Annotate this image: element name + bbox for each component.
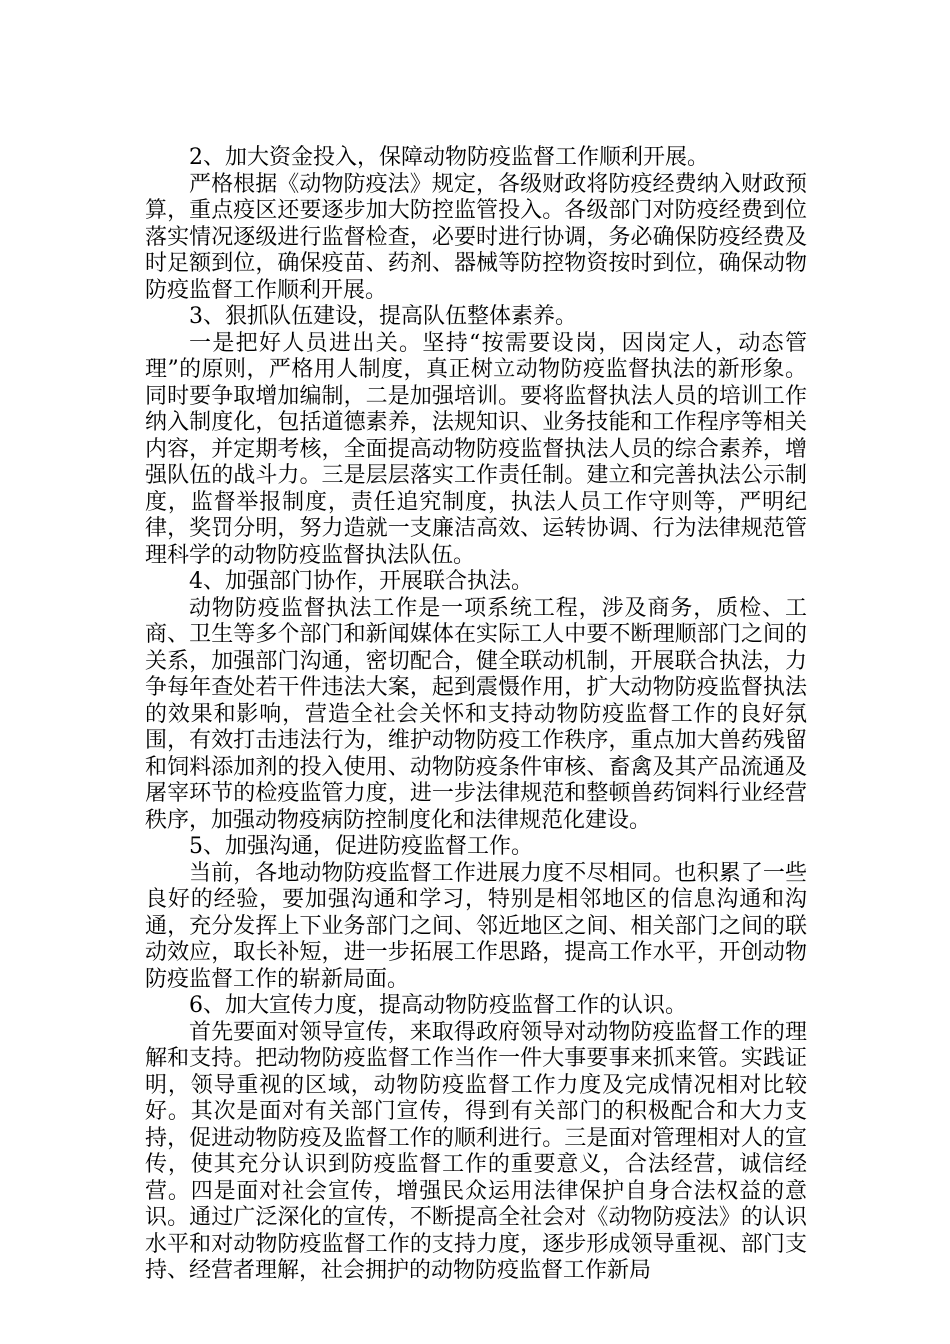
paragraph-team-building: 一是把好人员进出关。坚持“按需要设岗，因岗定人，动态管理”的原则，严格用人制度，真正树立动物防疫监督执法的新形象。同时要争取增加编制，二是加强培训。要将监督执法人员的培训工作纳入制度化，包括道德素养，法规知识、业务技能和工作程序等相关内容，并定期考核，全面提高动物防疫监督执法人员的综合素养，增强队伍的战斗力。三是层层落实工作责任制。建立和完善执法公示制度，监督举报制度，责任追究制度，执法人员工作守则等，严明纪律，奖罚分明，努力造就一支廉洁高效、运转协调、行为法律规范管理科学的动物防疫监督执法队伍。 <box>145 330 807 568</box>
section-heading-team-building: 3、狠抓队伍建设，提高队伍整体素养。 <box>189 304 577 329</box>
section-heading-publicity: 6、加大宣传力度，提高动物防疫监督工作的认识。 <box>189 993 687 1018</box>
paragraph-funding: 严格根据《动物防疫法》规定，各级财政将防疫经费纳入财政预算，重点疫区还要逐步加大防控监管投入。各级部门对防疫经费到位落实情况逐级进行监督检查，必要时进行协调，务必确保防疫经费及时足额到位，确保疫苗、药剂、器械等防控物资按时到位，确保动物防疫监督工作顺利开展。 <box>145 171 807 303</box>
section-heading-communication: 5、加强沟通，促进防疫监督工作。 <box>189 834 533 859</box>
paragraph-publicity: 首先要面对领导宣传，来取得政府领导对动物防疫监督工作的理解和支持。把动物防疫监督工作当作一件大事要事来抓来管。实践证明，领导重视的区域，动物防疫监督工作力度及完成情况相对比较好。其次是面对有关部门宣传，得到有关部门的积极配合和大力支持，促进动物防疫及监督工作的顺利进行。三是面对管理相对人的宣传，使其充分认识到防疫监督工作的重要意义，合法经营，诚信经营。四是面对社会宣传，增强民众运用法律保护自身合法权益的意识。通过广泛深化的宣传，不断提高全社会对《动物防疫法》的认识水平和对动物防疫监督工作的支持力度，逐步形成领导重视、部门支持、经营者理解，社会拥护的动物防疫监督工作新局 <box>145 1019 807 1283</box>
paragraph-communication: 当前，各地动物防疫监督工作进展力度不尽相同。也积累了一些良好的经验，要加强沟通和学习，特别是相邻地区的信息沟通和沟通，充分发挥上下业务部门之间、邻近地区之间、相关部门之间的联动效应，取长补短，进一步拓展工作思路，提高工作水平，开创动物防疫监督工作的崭新局面。 <box>145 860 807 992</box>
section-heading-cooperation: 4、加强部门协作，开展联合执法。 <box>189 569 533 594</box>
section-heading-funding: 2、加大资金投入，保障动物防疫监督工作顺利开展。 <box>189 145 709 170</box>
document-body <box>145 145 807 1285</box>
paragraph-cooperation: 动物防疫监督执法工作是一项系统工程，涉及商务，质检、工商、卫生等多个部门和新闻媒体在实际工人中要不断理顺部门之间的关系，加强部门沟通，密切配合，健全联动机制，开展联合执法，力争每年查处若干件违法大案，起到震慑作用，扩大动物防疫监督执法的效果和影响，营造全社会关怀和支持动物防疫监督工作的良好氛围，有效打击违法行为，维护动物防疫工作秩序，重点加大兽药残留和饲料添加剂的投入使用、动物防疫条件审核、畜禽及其产品流通及屠宰环节的检疫监管力度，进一步法律规范和整顿兽药饲料行业经营秩序，加强动物疫病防控制度化和法律规范化建设。 <box>145 595 807 833</box>
